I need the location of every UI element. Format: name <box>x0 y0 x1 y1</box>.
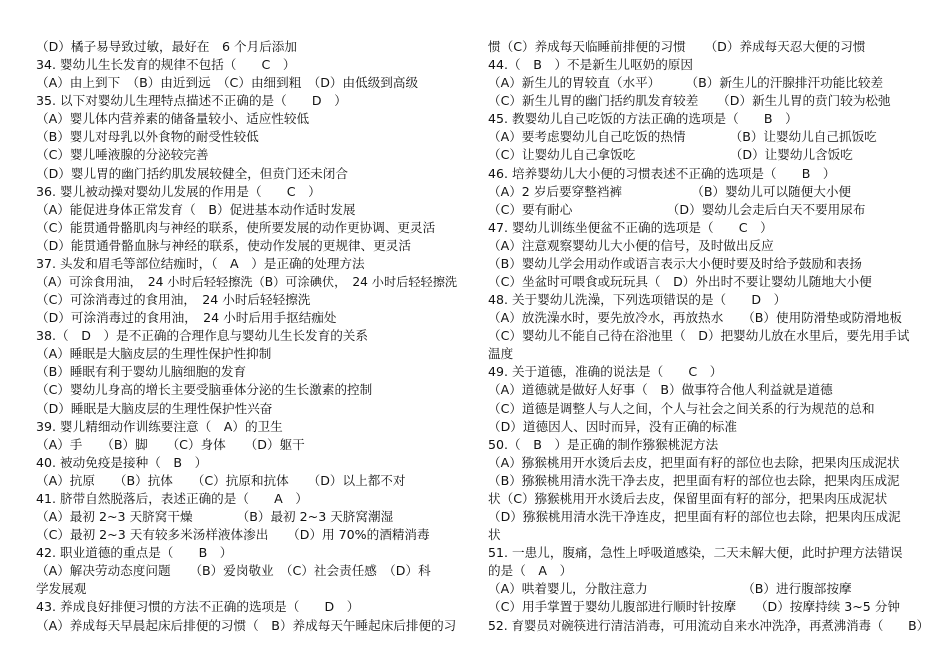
text-line: （A）婴儿体内营养素的储备量较小、适应性较低 <box>36 111 310 127</box>
text-line: （C）要有耐心 （D）婴幼儿会走后白天不要用尿布 <box>488 201 866 217</box>
text-line: （C）可涂消毒过的食用油， 24 小时后轻轻擦洗 <box>36 292 311 308</box>
text-line: 50.（ B ）是正确的制作猕猴桃泥方法 <box>488 436 719 452</box>
text-line: （A）由上到下 （B）由近到远 （C）由细到粗 （D）由低级到高级 <box>36 75 419 91</box>
text-line: 状 <box>488 527 501 543</box>
text-line: （B）婴儿对母乳以外食物的耐受性较低 <box>36 129 259 145</box>
text-line: （A）道德就是做好人好事（ B）做事符合他人利益就是道德 <box>488 382 833 398</box>
text-line: （D）猕猴桃用清水洗干净连皮，把里面有籽的部位也去除，把果肉压成泥 <box>488 509 901 525</box>
text-line: （A）要考虑婴幼儿自己吃饭的热情 （B）让婴幼儿自己抓饭吃 <box>488 129 877 145</box>
text-line: （C）让婴幼儿自己拿饭吃 （D）让婴幼儿含饭吃 <box>488 147 853 163</box>
text-line: （B）猕猴桃用清水洗干净去皮，把里面有籽的部位也去除，把果肉压成泥 <box>488 472 900 488</box>
text-line: 52. 育婴员对碗筷进行清洁消毒，可用流动自来水冲洗净，再煮沸消毒（ B） <box>488 617 930 633</box>
text-line: （A）能促进身体正常发育（ B）促进基本动作适时发展 <box>36 201 356 217</box>
text-line: （A）睡眠是大脑皮层的生理性保护性抑制 <box>36 346 272 362</box>
text-line: 35. 以下对婴幼儿生理特点描述不正确的是（ D ） <box>36 93 347 109</box>
text-line: （A）抗原 （B）抗体 （C）抗原和抗体 （D）以上都不对 <box>36 472 406 488</box>
text-line: （C）最初 2~3 天有较多米汤样液体渗出 （D）用 70%的酒精消毒 <box>36 527 430 543</box>
text-line: 48. 关于婴幼儿洗澡，下列选项错误的是（ D ） <box>488 292 787 308</box>
text-line: （C）能贯通骨骼肌肉与神经的联系，使所要发展的动作更协调、更灵活 <box>36 219 436 235</box>
text-line: （C）婴儿唾液腺的分泌较完善 <box>36 147 209 163</box>
text-line: 45. 教婴幼儿自己吃饭的方法正确的选项是（ B ） <box>488 111 798 127</box>
text-line: （C）用手掌置于婴幼儿腹部进行顺时针按摩 （D）按摩持续 3~5 分钟 <box>488 599 900 615</box>
text-line: （A）放洗澡水时，要先放冷水，再放热水 （B）使用防滑垫或防滑地板 <box>488 310 902 326</box>
text-line: 36. 婴儿被动操对婴幼儿发展的作用是（ C ） <box>36 183 321 199</box>
text-line: （C）道德是调整人与人之间，个人与社会之间关系的行为规范的总和 <box>488 400 875 416</box>
text-line: 38.（ D ）是不正确的合理作息与婴幼儿生长发育的关系 <box>36 328 368 344</box>
text-line: 39. 婴儿精细动作训练要注意（ A）的卫生 <box>36 418 283 434</box>
text-line: （A）哄着婴儿，分散注意力 （B）进行腹部按摩 <box>488 581 852 597</box>
text-line: （B）睡眠有利于婴幼儿脑细胞的发育 <box>36 364 247 380</box>
text-line: （C）新生儿胃的幽门括约肌发育较差 （D）新生儿胃的贲门较为松弛 <box>488 93 891 109</box>
text-line: （D）能贯通骨骼血脉与神经的联系，使动作发展的更规律、更灵活 <box>36 237 411 253</box>
text-line: （D）道德因人、因时而异，没有正确的标准 <box>488 418 737 434</box>
text-line: （C）婴幼儿身高的增长主要受脑垂体分泌的生长激素的控制 <box>36 382 373 398</box>
text-line: 49. 关于道德，准确的说法是（ C ） <box>488 364 723 380</box>
text-line: 41. 脐带自然脱落后，表述正确的是（ A ） <box>36 490 308 506</box>
text-line: 状（C）猕猴桃用开水烫后去皮，保留里面有籽的部分，把果肉压成泥状 <box>488 490 888 506</box>
text-line: （B）婴幼儿学会用动作或语言表示大小便时要及时给予鼓励和表扬 <box>488 255 862 271</box>
text-line: 学发展观 <box>36 581 87 597</box>
text-line: 51. 一患儿，腹痛，急性上呼吸道感染，二天未解大便，此时护理方法错误 <box>488 545 903 561</box>
text-line: （A）2 岁后要穿整裆裤 （B）婴幼儿可以随便大小便 <box>488 183 852 199</box>
text-line: 惯（C）养成每天临睡前排便的习惯 （D）养成每天忍大便的习惯 <box>488 39 866 54</box>
text-line: （D）婴儿胃的幽门括约肌发展较健全，但贲门还未闭合 <box>36 165 348 181</box>
text-line: 47. 婴幼儿训练坐便盆不正确的选项是（ C ） <box>488 219 773 235</box>
text-line: （A）解决劳动态度问题 （B）爱岗敬业 （C）社会责任感 （D）科 <box>36 563 431 579</box>
text-line: （A）新生儿的胃较直（水平） （B）新生儿的汗腺排汗功能比较差 <box>488 75 884 91</box>
text-line: （A）最初 2~3 天脐窝干燥 （B）最初 2~3 天脐窝潮湿 <box>36 509 394 525</box>
text-line: （D）睡眠是大脑皮层的生理性保护性兴奋 <box>36 400 273 416</box>
text-line: （D）橘子易导致过敏，最好在 6 个月后添加 <box>36 39 297 54</box>
text-line: （A）手 （B）脚 （C）身体 （D）躯干 <box>36 436 305 452</box>
text-line: 37. 头发和眉毛等部位结痂时，（ A ）是正确的处理方法 <box>36 255 365 271</box>
text-line: （D）可涂消毒过的食用油， 24 小时后用手抠结痂处 <box>36 310 337 326</box>
text-line: 44.（ B ）不是新生儿呕奶的原因 <box>488 57 693 73</box>
text-line: （C）婴幼儿不能自己待在浴池里（ D）把婴幼儿放在水里后，要先用手试 <box>488 328 910 344</box>
text-line: 40. 被动免疫是接种（ B ） <box>36 454 208 470</box>
text-line: 43. 养成良好排便习惯的方法不正确的选项是（ D ） <box>36 599 360 615</box>
text-line: 温度 <box>488 346 514 362</box>
text-line: 42. 职业道德的重点是（ B ） <box>36 545 233 561</box>
text-line: 34. 婴幼儿生长发育的规律不包括（ C ） <box>36 57 296 73</box>
left-column <box>36 38 462 635</box>
text-line: 46. 培养婴幼儿大小便的习惯表述不正确的选项是（ B ） <box>488 165 836 181</box>
text-line: （A）养成每天早晨起床后排便的习惯（ B）养成每天午睡起床后排便的习 <box>36 617 457 633</box>
text-line: （A）注意观察婴幼儿大小便的信号，及时做出反应 <box>488 237 774 253</box>
text-line: 的是（ A ） <box>488 563 573 579</box>
text-line: （A）猕猴桃用开水烫后去皮，把里面有籽的部位也去除，把果肉压成泥状 <box>488 454 900 470</box>
text-line: （A）可涂食用油， 24 小时后轻轻擦洗（B）可涂碘伏， 24 小时后轻轻擦洗 <box>36 275 458 290</box>
text-line: （C）坐盆时可喂食或玩玩具（ D）外出时不要让婴幼儿随地大小便 <box>488 274 872 290</box>
right-column <box>488 38 934 635</box>
